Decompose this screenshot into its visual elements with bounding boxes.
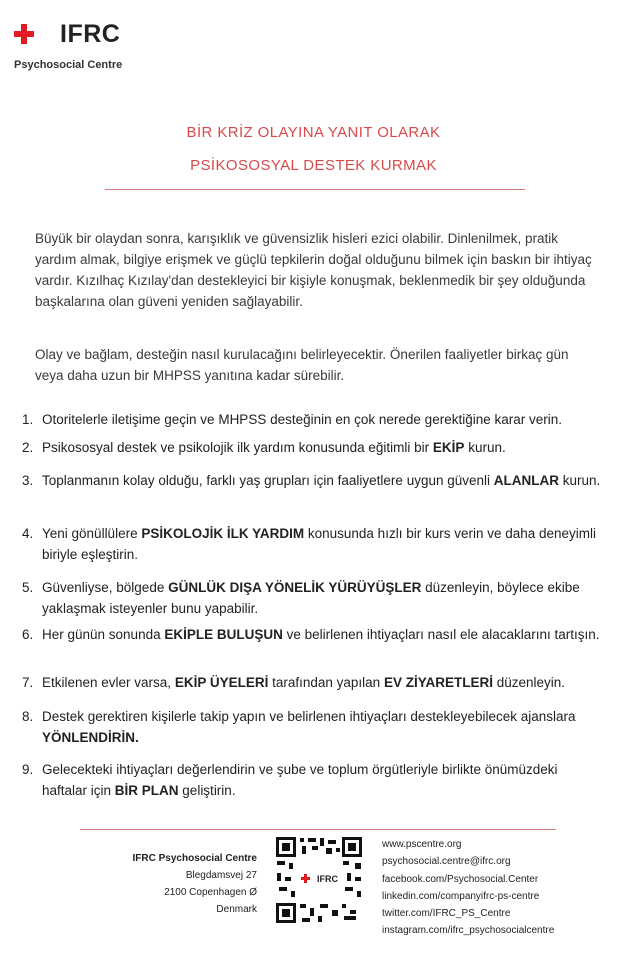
footer-country: Denmark [216,904,257,915]
title-line-1: BİR KRİZ OLAYINA YANIT OLARAK [186,124,441,141]
footer-divider [80,829,556,830]
logo-text: IFRC [60,19,121,48]
footer-link-website[interactable]: www.pscentre.org [382,839,462,850]
list-item: 9. Gelecekteki ihtiyaçları değerlendirin ve şube ve toplum örgütleriyle birlikte önümüzdeki haftalar için BİR PLAN geliştirin. [22,762,558,798]
red-cross-icon [14,24,34,44]
list-item: 8. Destek gerektiren kişilerle takip yapın ve belirlenen ihtiyaçları destekleyebilecek ajanslara YÖNLENDİRİN. [22,709,576,745]
list-item: 4. Yeni gönüllülere PSİKOLOJİK İLK YARDIM konusunda hızlı bir kurs verin ve daha deneyimli biriyle eşleştirin. [22,526,597,562]
footer-link-linkedin[interactable]: linkedin.com/companyifrc-ps-centre [382,890,540,902]
qr-logo-text: IFRC [317,874,338,884]
title-line-2: PSİKOSOSYAL DESTEK KURMAK [190,157,437,174]
intro-paragraph-2: Olay ve bağlam, desteğin nasıl kurulacağını belirleyecektir. Önerilen faaliyetler birkaç gün veya daha uzun bir MHPSS yanıtına kadar sürebilir. [35,347,569,383]
ifrc-logo [14,18,120,50]
footer-street: Blegdamsvej 27 [185,870,257,881]
footer-links [382,836,554,940]
qr-code-icon[interactable] [275,836,363,924]
footer-city: 2100 Copenhagen Ø [164,887,257,898]
red-crescent-icon [38,24,56,44]
list-item: 1. Otoritelerle iletişime geçin ve MHPSS desteğinin en çok nerede gerektiğine karar verin. [22,412,563,427]
title-divider [105,189,525,190]
list-item: 2. Psikososyal destek ve psikolojik ilk yardım konusunda eğitimli bir EKİP kurun. [22,440,506,455]
list-item: 7. Etkilenen evler varsa, EKİP ÜYELERİ tarafından yapılan EV ZİYARETLERİ düzenleyin. [22,675,566,690]
footer-link-facebook[interactable]: facebook.com/Psychosocial.Center [382,873,539,885]
footer-link-instagram[interactable]: instagram.com/ifrc_psychosocialcentre [382,925,555,937]
footer-link-email[interactable]: psychosocial.centre@ifrc.org [382,856,511,868]
footer-address [133,850,257,918]
footer-org-name: IFRC Psychosocial Centre [132,853,257,864]
footer-link-twitter[interactable]: twitter.com/IFRC_PS_Centre [382,908,511,920]
header-subtitle: Psychosocial Centre [14,59,123,71]
list-item: 6. Her günün sonunda EKİPLE BULUŞUN ve belirlenen ihtiyaçları nasıl ele alacaklarını tartışın. [22,627,600,642]
intro-paragraph-1: Büyük bir olaydan sonra, karışıklık ve güvensizlik hisleri ezici olabilir. Dinlenilmek, pratik yardım almak, bilgiye erişmek ve güçlü tepkilerin doğal olduğunu bilmek için baskın bir ihtiyaç vardır. Kızılhaç Kızılay'dan destekleyici bir kişiyle konuşmak, beklenmedik bir şey olduğunda başkalarına olan güveni yeniden sağlayabilir. [35,231,592,309]
list-item: 3. Toplanmanın kolay olduğu, farklı yaş grupları için faaliyetlere uygun güvenli ALANLAR kurun. [22,473,601,488]
list-item: 5. Güvenliyse, bölgede GÜNLÜK DIŞA YÖNELİK YÜRÜYÜŞLER düzenleyin, böylece ekibe yaklaşmak isteyenler bunu yapabilir. [22,580,580,616]
